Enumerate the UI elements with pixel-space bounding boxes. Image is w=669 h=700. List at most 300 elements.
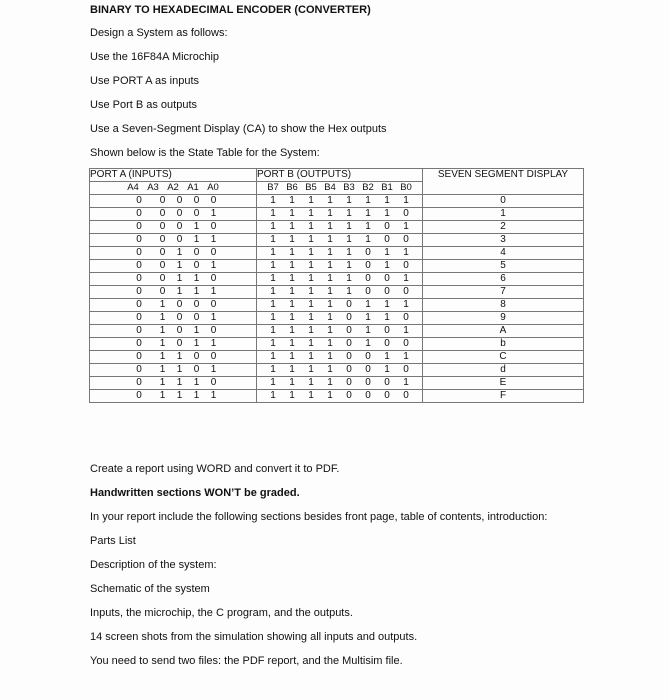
handwritten-warning: Handwritten sections WON’T be graded. — [90, 487, 300, 499]
port-b-bit: 1 — [365, 299, 371, 310]
port-a-bit: 0 — [193, 364, 200, 375]
port-a-bit: 0 — [136, 325, 142, 336]
port-a-bit: 0 — [136, 390, 142, 401]
section-parts-list: Parts List — [90, 535, 136, 547]
port-b-value-cell — [257, 299, 423, 312]
port-b-bit: 0 — [403, 286, 409, 297]
port-a-bit: 0 — [193, 312, 200, 323]
port-a-bit: 0 — [210, 195, 217, 206]
table-row — [90, 247, 584, 260]
port-a-bit: 0 — [136, 195, 142, 206]
port-b-bit: 1 — [327, 338, 333, 349]
port-a-column-headers — [90, 182, 257, 195]
hex-display-value: F — [423, 390, 584, 403]
port-b-value-cell — [257, 351, 423, 364]
port-a-bit: 0 — [176, 234, 183, 245]
table-row — [90, 299, 584, 312]
port-a-bit: 0 — [193, 260, 200, 271]
port-a-bit: 0 — [159, 234, 166, 245]
port-a-bit: 1 — [210, 364, 217, 375]
hex-display-value: 5 — [423, 260, 584, 273]
port-b-bit: 1 — [346, 273, 352, 284]
port-b-bit: 1 — [308, 247, 314, 258]
table-row — [90, 221, 584, 234]
port-a-value-cell — [90, 312, 257, 325]
port-a-bit: 0 — [176, 299, 183, 310]
port-b-bit: 1 — [289, 299, 295, 310]
port-a-column-a2: A2 — [167, 182, 179, 193]
port-b-bit: 1 — [384, 247, 390, 258]
port-a-bit: 1 — [176, 247, 183, 258]
port-a-bit: 1 — [159, 364, 166, 375]
port-b-value-cell — [257, 390, 423, 403]
port-b-bit: 0 — [384, 377, 390, 388]
port-b-bit: 1 — [384, 260, 390, 271]
port-a-value-cell — [90, 338, 257, 351]
port-a-bit: 0 — [176, 195, 183, 206]
section-io-program: Inputs, the microchip, the C program, and the outputs. — [90, 607, 353, 619]
port-a-bit: 0 — [136, 260, 142, 271]
port-b-bit: 0 — [403, 390, 409, 401]
port-b-bit: 1 — [289, 273, 295, 284]
port-a-bit: 0 — [159, 247, 166, 258]
port-b-bit: 0 — [403, 338, 409, 349]
port-a-bit: 0 — [159, 273, 166, 284]
port-a-bit: 1 — [210, 260, 217, 271]
port-b-value-cell — [257, 234, 423, 247]
port-b-bit: 1 — [365, 208, 371, 219]
port-b-bit: 1 — [270, 260, 276, 271]
port-b-column-b5: B5 — [305, 182, 317, 193]
port-b-bit: 0 — [384, 325, 390, 336]
port-a-bit: 1 — [193, 390, 200, 401]
port-a-bit: 0 — [210, 325, 217, 336]
hex-display-value: 6 — [423, 273, 584, 286]
port-b-bit: 1 — [403, 221, 409, 232]
port-b-column-b4: B4 — [324, 182, 336, 193]
hex-display-value: 9 — [423, 312, 584, 325]
port-a-bit: 0 — [136, 286, 142, 297]
port-b-bit: 1 — [308, 299, 314, 310]
port-b-value-cell — [257, 377, 423, 390]
port-b-bit: 1 — [289, 351, 295, 362]
port-b-bit: 1 — [308, 312, 314, 323]
port-b-bit: 1 — [270, 312, 276, 323]
port-b-bit: 1 — [289, 286, 295, 297]
port-b-value-cell — [257, 221, 423, 234]
port-a-bit: 0 — [136, 221, 142, 232]
port-b-bit: 0 — [346, 299, 352, 310]
intro-line-microchip: Use the 16F84A Microchip — [90, 51, 220, 63]
port-a-bit: 1 — [176, 351, 183, 362]
port-a-bit: 1 — [193, 325, 200, 336]
port-b-column-b1: B1 — [381, 182, 393, 193]
table-row — [90, 338, 584, 351]
port-b-bit: 1 — [384, 351, 390, 362]
port-b-bit: 1 — [289, 312, 295, 323]
port-a-value-cell — [90, 299, 257, 312]
table-row — [90, 377, 584, 390]
port-b-bit: 1 — [270, 325, 276, 336]
port-a-bit: 0 — [136, 234, 142, 245]
port-b-bit: 1 — [403, 351, 409, 362]
port-b-value-cell — [257, 325, 423, 338]
display-header: SEVEN SEGMENT DISPLAY — [423, 169, 584, 195]
port-b-bit: 1 — [289, 234, 295, 245]
intro-line-display: Use a Seven-Segment Display (CA) to show the Hex outputs — [90, 123, 387, 135]
port-b-bit: 1 — [289, 364, 295, 375]
port-a-bit: 0 — [159, 195, 166, 206]
port-b-bit: 1 — [365, 312, 371, 323]
port-b-bit: 1 — [346, 234, 352, 245]
port-a-bit: 0 — [176, 312, 183, 323]
port-b-bit: 1 — [289, 338, 295, 349]
port-a-bit: 1 — [193, 221, 200, 232]
port-a-value-cell — [90, 325, 257, 338]
port-b-bit: 0 — [346, 364, 352, 375]
port-b-bit: 1 — [327, 390, 333, 401]
port-a-bit: 1 — [210, 338, 217, 349]
port-b-bit: 0 — [384, 390, 390, 401]
port-b-bit: 1 — [308, 234, 314, 245]
port-b-value-cell — [257, 338, 423, 351]
port-b-bit: 1 — [289, 377, 295, 388]
hex-display-value: A — [423, 325, 584, 338]
port-b-value-cell — [257, 195, 423, 208]
port-a-bit: 0 — [210, 273, 217, 284]
port-a-bit: 1 — [210, 312, 217, 323]
hex-display-value: 8 — [423, 299, 584, 312]
port-b-bit: 0 — [346, 312, 352, 323]
port-a-value-cell — [90, 390, 257, 403]
port-b-bit: 1 — [308, 286, 314, 297]
port-b-bit: 1 — [308, 273, 314, 284]
port-a-bit: 1 — [159, 390, 166, 401]
hex-display-value: 7 — [423, 286, 584, 299]
port-a-bit: 0 — [159, 260, 166, 271]
port-b-bit: 1 — [289, 325, 295, 336]
port-a-bit: 1 — [193, 286, 200, 297]
port-a-bit: 0 — [193, 299, 200, 310]
port-a-bit: 1 — [210, 390, 217, 401]
intro-line-design: Design a System as follows: — [90, 27, 228, 39]
table-row — [90, 390, 584, 403]
port-b-bit: 1 — [270, 299, 276, 310]
port-a-bit: 0 — [176, 221, 183, 232]
port-b-bit: 1 — [270, 247, 276, 258]
port-b-bit: 1 — [308, 364, 314, 375]
state-table — [89, 168, 584, 403]
port-a-value-cell — [90, 351, 257, 364]
port-a-bit: 1 — [176, 390, 183, 401]
port-a-column-a1: A1 — [187, 182, 199, 193]
hex-display-value: 2 — [423, 221, 584, 234]
port-b-header: PORT B (OUTPUTS) — [257, 169, 423, 182]
port-b-bit: 1 — [327, 260, 333, 271]
port-a-bit: 1 — [176, 286, 183, 297]
port-b-bit: 0 — [384, 221, 390, 232]
port-b-bit: 1 — [327, 247, 333, 258]
port-b-bit: 0 — [403, 260, 409, 271]
port-b-bit: 1 — [289, 195, 295, 206]
table-row — [90, 260, 584, 273]
port-a-bit: 0 — [210, 247, 217, 258]
port-b-bit: 1 — [384, 364, 390, 375]
port-a-bit: 1 — [159, 351, 166, 362]
hex-display-value: 4 — [423, 247, 584, 260]
port-a-bit: 0 — [193, 208, 200, 219]
port-b-bit: 0 — [346, 338, 352, 349]
intro-line-port-b: Use Port B as outputs — [90, 99, 197, 111]
port-b-value-cell — [257, 273, 423, 286]
port-b-bit: 1 — [403, 247, 409, 258]
port-b-bit: 1 — [270, 390, 276, 401]
port-b-bit: 1 — [270, 221, 276, 232]
port-b-bit: 0 — [365, 286, 371, 297]
port-b-bit: 1 — [270, 377, 276, 388]
port-a-bit: 0 — [210, 351, 217, 362]
port-a-bit: 0 — [210, 377, 217, 388]
port-b-bit: 1 — [327, 377, 333, 388]
port-a-bit: 1 — [176, 273, 183, 284]
table-row — [90, 312, 584, 325]
port-b-bit: 1 — [346, 221, 352, 232]
port-b-bit: 1 — [308, 221, 314, 232]
port-a-bit: 0 — [136, 312, 142, 323]
table-row — [90, 351, 584, 364]
port-b-bit: 1 — [270, 208, 276, 219]
port-b-bit: 1 — [327, 234, 333, 245]
port-a-bit: 0 — [136, 364, 142, 375]
port-a-bit: 0 — [176, 338, 183, 349]
port-b-bit: 1 — [327, 221, 333, 232]
port-a-bit: 0 — [136, 208, 142, 219]
port-a-bit: 1 — [210, 208, 217, 219]
port-a-value-cell — [90, 364, 257, 377]
port-b-bit: 1 — [308, 325, 314, 336]
port-b-bit: 1 — [403, 325, 409, 336]
port-b-bit: 1 — [270, 286, 276, 297]
port-b-bit: 1 — [403, 377, 409, 388]
port-a-bit: 1 — [159, 377, 166, 388]
port-b-value-cell — [257, 247, 423, 260]
intro-line-port-a: Use PORT A as inputs — [90, 75, 200, 87]
port-a-bit: 0 — [136, 338, 142, 349]
port-a-bit: 0 — [136, 299, 142, 310]
port-a-bit: 1 — [176, 260, 183, 271]
port-b-bit: 1 — [289, 221, 295, 232]
port-a-bit: 1 — [193, 273, 200, 284]
port-a-bit: 1 — [193, 338, 200, 349]
port-b-bit: 1 — [270, 195, 276, 206]
port-b-bit: 1 — [308, 390, 314, 401]
port-b-bit: 1 — [365, 338, 371, 349]
port-b-bit: 1 — [365, 234, 371, 245]
hex-display-value: d — [423, 364, 584, 377]
submission-note: You need to send two files: the PDF report, and the Multisim file. — [90, 655, 403, 667]
port-a-value-cell — [90, 286, 257, 299]
port-b-bit: 0 — [403, 234, 409, 245]
report-sections-intro: In your report include the following sections besides front page, table of contents, introduction: — [90, 511, 548, 523]
port-b-bit: 1 — [270, 234, 276, 245]
table-header-row — [90, 169, 584, 182]
hex-display-value: E — [423, 377, 584, 390]
port-b-bit: 1 — [384, 299, 390, 310]
port-b-column-b7: B7 — [267, 182, 279, 193]
port-b-column-b2: B2 — [362, 182, 374, 193]
port-a-bit: 0 — [210, 299, 217, 310]
port-b-bit: 1 — [365, 221, 371, 232]
port-a-bit: 1 — [193, 377, 200, 388]
port-b-bit: 1 — [403, 195, 409, 206]
port-a-bit: 0 — [193, 195, 200, 206]
port-a-value-cell — [90, 195, 257, 208]
table-row — [90, 325, 584, 338]
port-a-bit: 1 — [210, 286, 217, 297]
port-b-column-b6: B6 — [286, 182, 298, 193]
port-b-bit: 1 — [327, 208, 333, 219]
port-b-bit: 0 — [403, 312, 409, 323]
port-a-bit: 0 — [159, 221, 166, 232]
port-b-bit: 1 — [403, 299, 409, 310]
port-a-bit: 1 — [159, 325, 166, 336]
port-b-column-b3: B3 — [343, 182, 355, 193]
port-a-header: PORT A (INPUTS) — [90, 169, 257, 182]
table-row — [90, 208, 584, 221]
port-b-bit: 1 — [327, 312, 333, 323]
port-b-bit: 1 — [327, 364, 333, 375]
port-a-bit: 1 — [210, 234, 217, 245]
port-b-bit: 1 — [346, 247, 352, 258]
port-b-bit: 1 — [346, 260, 352, 271]
hex-display-value: 0 — [423, 195, 584, 208]
port-a-bit: 0 — [136, 351, 142, 362]
port-b-bit: 1 — [308, 195, 314, 206]
hex-display-value: 1 — [423, 208, 584, 221]
port-a-value-cell — [90, 247, 257, 260]
port-b-value-cell — [257, 286, 423, 299]
section-screenshots: 14 screen shots from the simulation showing all inputs and outputs. — [90, 631, 418, 643]
port-b-bit: 0 — [365, 247, 371, 258]
port-a-bit: 1 — [159, 312, 166, 323]
port-b-bit: 0 — [365, 351, 371, 362]
intro-line-state-table: Shown below is the State Table for the System: — [90, 147, 320, 159]
port-b-bit: 0 — [384, 286, 390, 297]
port-b-bit: 1 — [289, 260, 295, 271]
port-a-bit: 0 — [210, 221, 217, 232]
port-b-value-cell — [257, 364, 423, 377]
section-description: Description of the system: — [90, 559, 217, 571]
port-b-bit: 1 — [327, 299, 333, 310]
port-a-bit: 0 — [136, 247, 142, 258]
table-row — [90, 364, 584, 377]
port-b-bit: 0 — [365, 390, 371, 401]
port-b-value-cell — [257, 208, 423, 221]
port-b-bit: 0 — [365, 364, 371, 375]
port-a-bit: 0 — [176, 325, 183, 336]
port-b-bit: 0 — [384, 338, 390, 349]
port-b-bit: 0 — [365, 377, 371, 388]
port-b-bit: 0 — [346, 390, 352, 401]
port-b-column-headers — [257, 182, 423, 195]
port-b-bit: 0 — [346, 351, 352, 362]
port-b-bit: 0 — [346, 377, 352, 388]
port-b-bit: 0 — [384, 234, 390, 245]
port-a-bit: 1 — [159, 338, 166, 349]
port-b-bit: 0 — [346, 325, 352, 336]
port-b-bit: 1 — [308, 208, 314, 219]
port-a-bit: 1 — [176, 377, 183, 388]
port-a-column-a0: A0 — [207, 182, 219, 193]
port-a-value-cell — [90, 221, 257, 234]
port-b-bit: 1 — [346, 208, 352, 219]
port-b-bit: 1 — [327, 325, 333, 336]
table-row — [90, 273, 584, 286]
hex-display-value: C — [423, 351, 584, 364]
port-a-bit: 0 — [176, 208, 183, 219]
port-b-bit: 1 — [289, 208, 295, 219]
table-row — [90, 234, 584, 247]
port-a-column-a3: A3 — [147, 182, 159, 193]
port-b-bit: 1 — [327, 273, 333, 284]
port-b-bit: 1 — [308, 260, 314, 271]
port-b-bit: 1 — [384, 312, 390, 323]
document-title: BINARY TO HEXADECIMAL ENCODER (CONVERTER) — [90, 4, 371, 16]
port-b-bit: 1 — [270, 338, 276, 349]
port-b-value-cell — [257, 312, 423, 325]
port-a-bit: 0 — [136, 377, 142, 388]
port-b-bit: 1 — [308, 338, 314, 349]
port-b-bit: 0 — [365, 273, 371, 284]
port-a-value-cell — [90, 208, 257, 221]
port-a-column-a4: A4 — [127, 182, 139, 193]
port-b-bit: 1 — [289, 390, 295, 401]
port-b-value-cell — [257, 260, 423, 273]
port-b-bit: 1 — [327, 195, 333, 206]
port-b-bit: 1 — [327, 286, 333, 297]
port-a-value-cell — [90, 377, 257, 390]
port-b-bit: 0 — [403, 208, 409, 219]
port-b-bit: 1 — [308, 351, 314, 362]
port-a-bit: 0 — [159, 208, 166, 219]
port-a-bit: 0 — [193, 247, 200, 258]
hex-display-value: 3 — [423, 234, 584, 247]
port-b-bit: 1 — [346, 195, 352, 206]
table-row — [90, 195, 584, 208]
report-instruction: Create a report using WORD and convert it to PDF. — [90, 463, 340, 475]
port-b-bit: 1 — [403, 273, 409, 284]
port-b-bit: 1 — [346, 286, 352, 297]
port-b-bit: 1 — [270, 273, 276, 284]
port-b-bit: 1 — [365, 325, 371, 336]
port-b-column-b0: B0 — [400, 182, 412, 193]
port-b-bit: 1 — [365, 195, 371, 206]
table-row — [90, 286, 584, 299]
port-a-bit: 1 — [176, 364, 183, 375]
hex-display-value: b — [423, 338, 584, 351]
port-b-bit: 1 — [270, 364, 276, 375]
port-a-bit: 0 — [136, 273, 142, 284]
port-b-bit: 1 — [384, 208, 390, 219]
port-b-bit: 1 — [327, 351, 333, 362]
port-a-bit: 1 — [159, 299, 166, 310]
port-b-bit: 0 — [365, 260, 371, 271]
section-schematic: Schematic of the system — [90, 583, 210, 595]
port-a-bit: 0 — [193, 351, 200, 362]
port-b-bit: 1 — [289, 247, 295, 258]
port-a-value-cell — [90, 234, 257, 247]
port-b-bit: 0 — [403, 364, 409, 375]
